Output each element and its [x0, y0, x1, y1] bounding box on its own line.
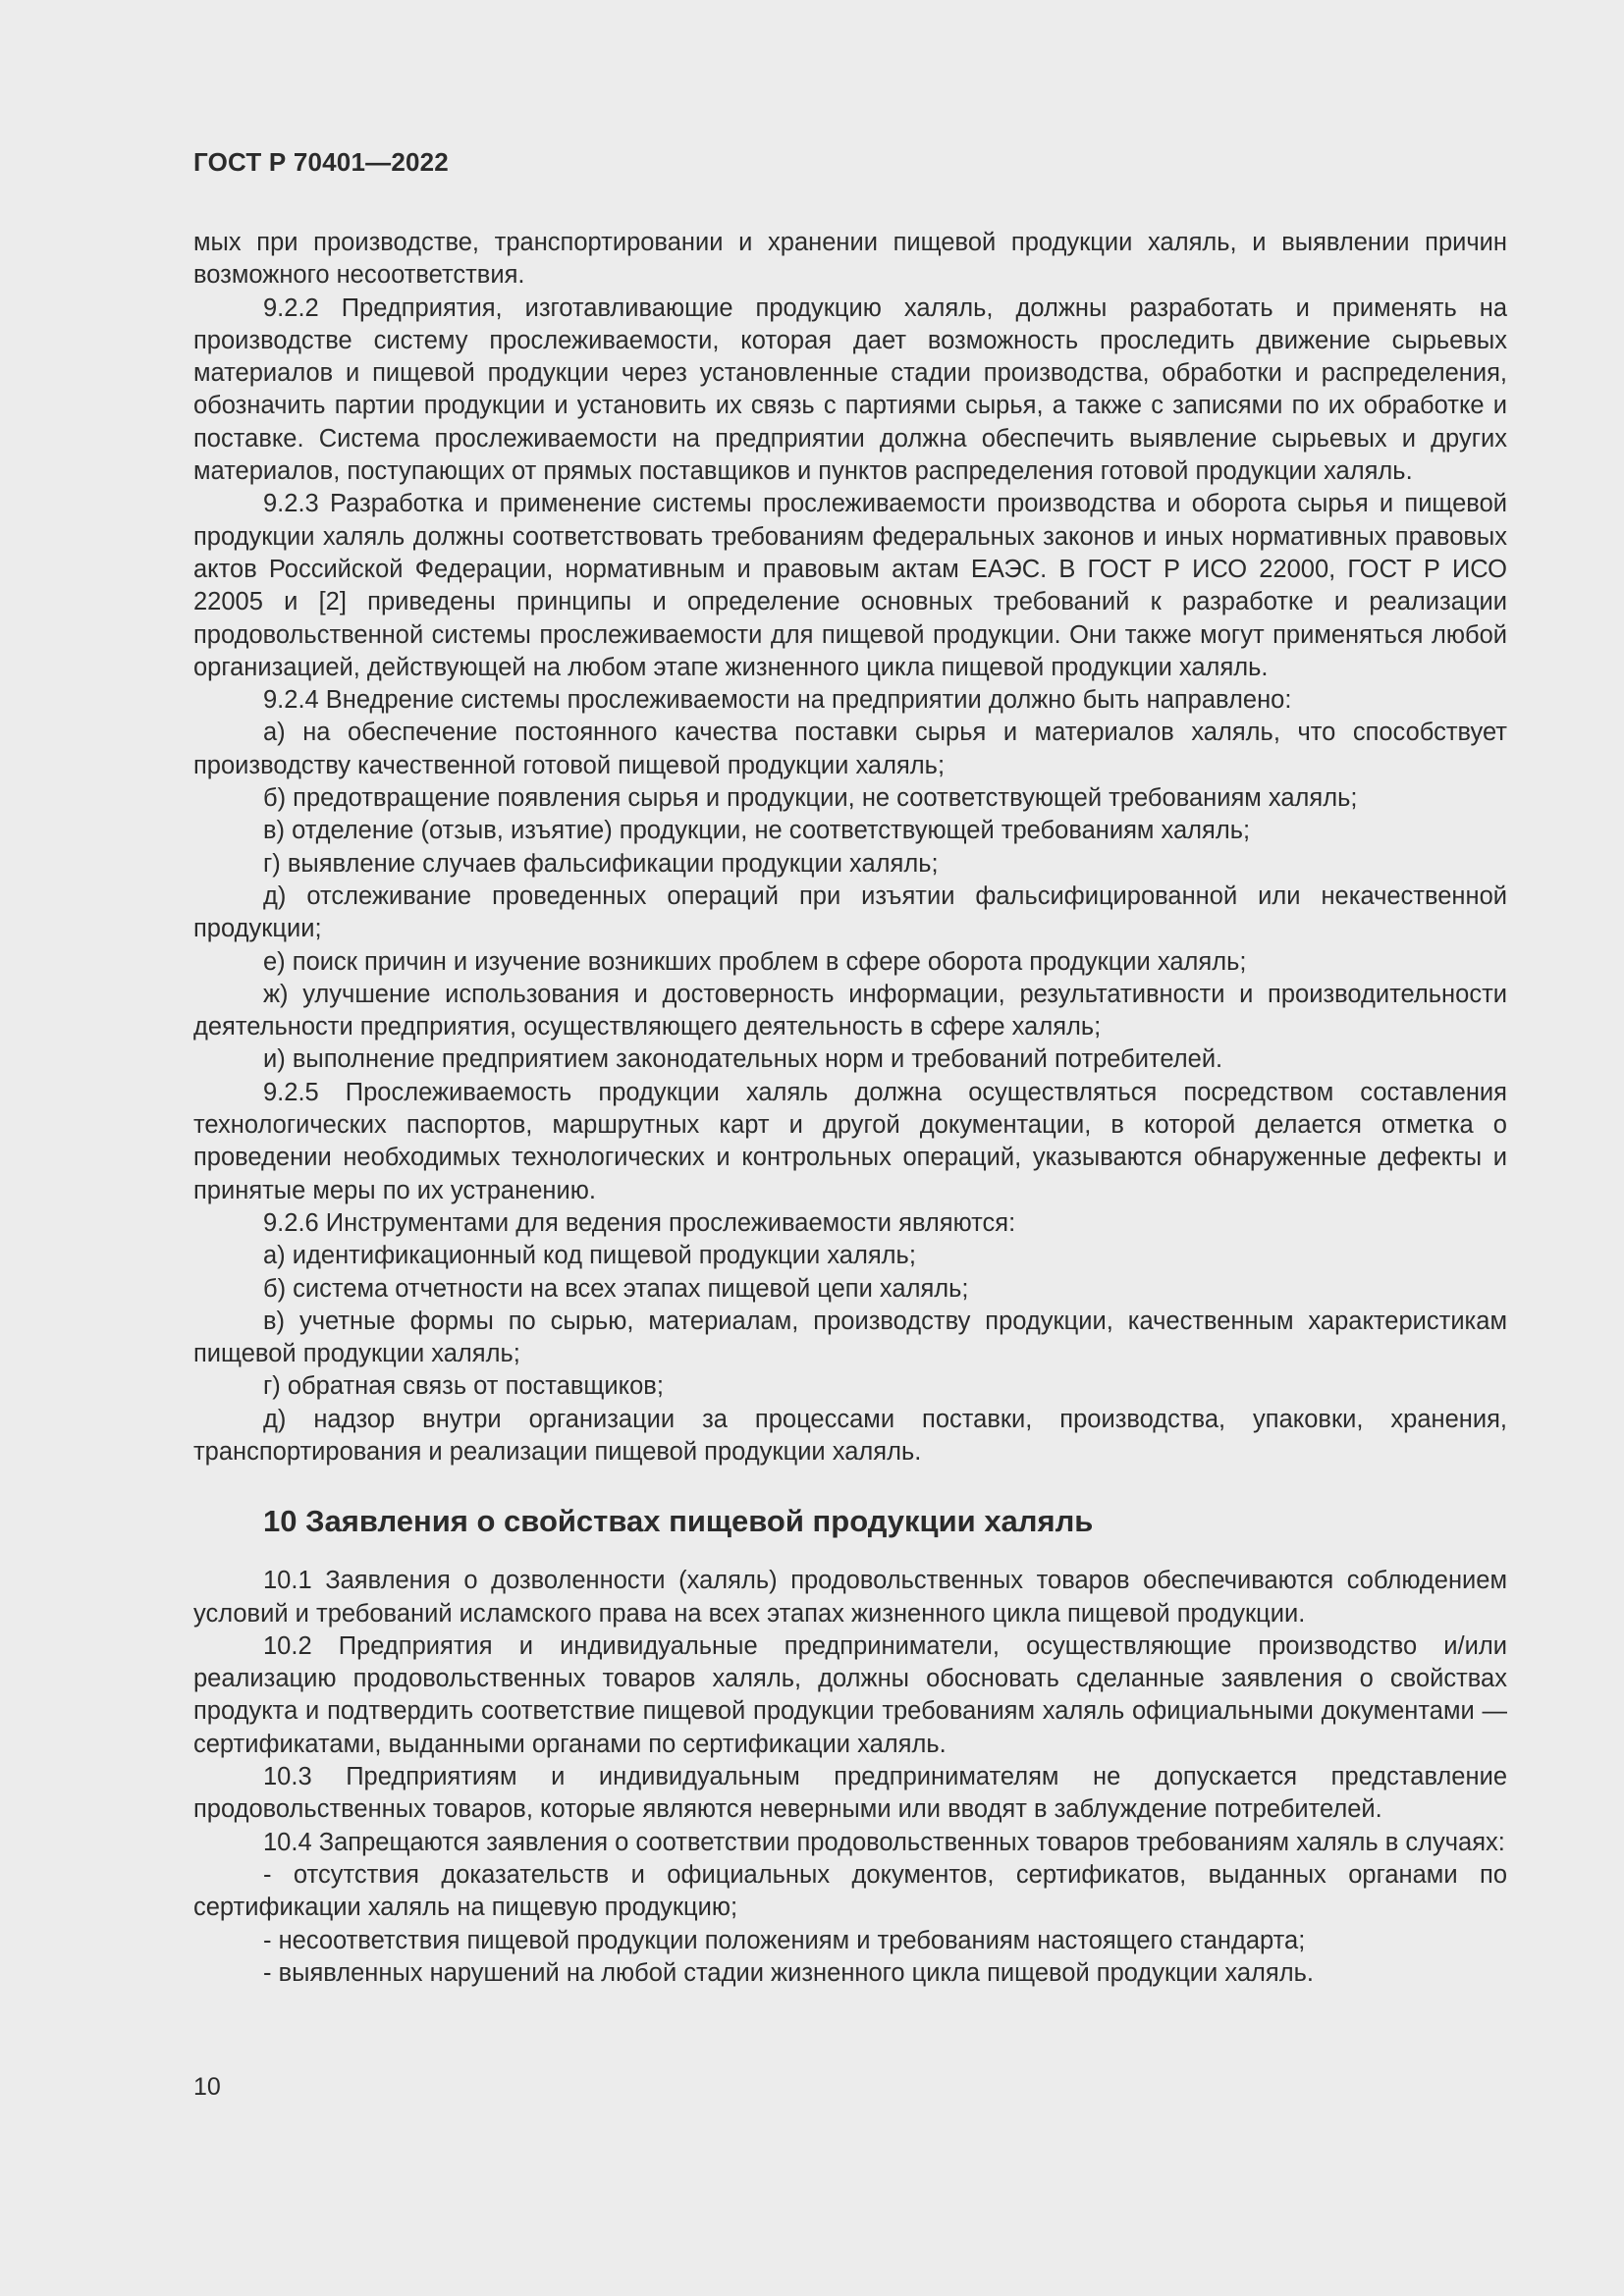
- body-paragraph: 10.2 Предприятия и индивидуальные предприниматели, осуществляющие производство и/или реализацию продовольственных товаров халяль, должны обосновать сделанные заявления о свойствах продукта и подтвердить соответствие пищевой продукции требованиям халяль официальными документами — сертификатами, выданными органами по сертификации халяль.: [193, 1631, 1507, 1758]
- body-paragraph: 9.2.2 Предприятия, изготавливающие продукцию халяль, должны разработать и применять на производстве систему прослеживаемости, которая дает возможность проследить движение сырьевых материалов и пищевой продукции через установленные стадии производства, обработки и распределения, обозначить партии продукции и установить их связь с партиями сырья, а также с записями по их обработке и поставке. Система прослеживаемости на предприятии должна обеспечить выявление сырьевых и других материалов, поступающих от прямых поставщиков и пунктов распределения готовой продукции халяль.: [193, 294, 1507, 486]
- body-paragraph: в) отделение (отзыв, изъятие) продукции, не соответствующей требованиям халяль;: [263, 817, 1251, 845]
- body-paragraph: б) предотвращение появления сырья и продукции, не соответствующей требованиям халяль;: [263, 784, 1358, 813]
- body-paragraph: д) отслеживание проведенных операций при изъятии фальсифицированной или некачественной продукции;: [193, 881, 1507, 943]
- document-code-header: ГОСТ Р 70401—2022: [193, 147, 449, 177]
- body-paragraph: е) поиск причин и изучение возникших проблем в сфере оборота продукции халяль;: [263, 947, 1247, 976]
- body-paragraph: 10.3 Предприятиям и индивидуальным предпринимателям не допускается представление продовольственных товаров, которые являются неверными или вводят в заблуждение потребителей.: [193, 1763, 1507, 1824]
- page-number: 10: [193, 2073, 221, 2101]
- paragraphs-before-section: [193, 227, 1507, 1468]
- body-paragraph: ж) улучшение использования и достоверность информации, результативности и производительности деятельности предприятия, осуществляющего деятельность в сфере халяль;: [193, 980, 1507, 1041]
- body-paragraph: 10.1 Заявления о дозволенности (халяль) продовольственных товаров обеспечиваются соблюдением условий и требований исламского права на всех этапах жизненного цикла пищевой продукции.: [193, 1567, 1507, 1628]
- body-paragraph: 9.2.3 Разработка и применение системы прослеживаемости производства и оборота сырья и пищевой продукции халяль должны соответствовать требованиям федеральных законов и иных нормативных правовых актов Российской Федерации, нормативным и правовым актам ЕАЭС. В ГОСТ Р ИСО 22000, ГОСТ Р ИСО 22005 и [2] приведены принципы и определение основных требований к разработке и реализации продовольственной системы прослеживаемости для пищевой продукции. Они также могут применяться любой организацией, действующей на любом этапе жизненного цикла пищевой продукции халяль.: [193, 490, 1507, 681]
- body-paragraph: 10.4 Запрещаются заявления о соответствии продовольственных товаров требованиям халяль в случаях:: [263, 1828, 1505, 1856]
- body-paragraph: а) на обеспечение постоянного качества поставки сырья и материалов халяль, что способствует производству качественной готовой пищевой продукции халяль;: [193, 719, 1507, 779]
- body-paragraph: б) система отчетности на всех этапах пищевой цепи халяль;: [263, 1274, 969, 1303]
- body-paragraph: 9.2.5 Прослеживаемость продукции халяль должна осуществляться посредством составления технологических паспортов, маршрутных карт и другой документации, в которой делается отметка о проведении необходимых технологических и контрольных операций, указываются обнаруженные дефекты и принятые меры по их устранению.: [193, 1078, 1507, 1204]
- paragraphs-after-section: [193, 1565, 1507, 1990]
- body-paragraph: - выявленных нарушений на любой стадии жизненного цикла пищевой продукции халяль.: [263, 1958, 1314, 1987]
- body-paragraph: - отсутствия доказательств и официальных документов, сертификатов, выданных органами по сертификации халяль на пищевую продукцию;: [193, 1860, 1507, 1922]
- body-paragraph: мых при производстве, транспортировании и хранении пищевой продукции халяль, и выявлении причин возможного несоответствия.: [193, 229, 1507, 290]
- body-paragraph: 9.2.6 Инструментами для ведения прослеживаемости являются:: [263, 1208, 1016, 1237]
- body-paragraph: а) идентификационный код пищевой продукции халяль;: [263, 1242, 916, 1270]
- body-paragraph: г) обратная связь от поставщиков;: [263, 1372, 664, 1401]
- document-body: [193, 227, 1507, 1990]
- section-title: 10 Заявления о свойствах пищевой продукции халяль: [263, 1504, 1094, 1539]
- body-paragraph: - несоответствия пищевой продукции положениям и требованиям настоящего стандарта;: [263, 1926, 1306, 1954]
- body-paragraph: в) учетные формы по сырью, материалам, производству продукции, качественным характеристикам пищевой продукции халяль;: [193, 1307, 1507, 1368]
- body-paragraph: г) выявление случаев фальсификации продукции халяль;: [263, 849, 939, 878]
- body-paragraph: 9.2.4 Внедрение системы прослеживаемости на предприятии должно быть направлено:: [263, 686, 1292, 715]
- body-paragraph: и) выполнение предприятием законодательных норм и требований потребителей.: [263, 1045, 1223, 1074]
- body-paragraph: д) надзор внутри организации за процессами поставки, производства, упаковки, хранения, транспортирования и реализации пищевой продукции халяль.: [193, 1405, 1507, 1466]
